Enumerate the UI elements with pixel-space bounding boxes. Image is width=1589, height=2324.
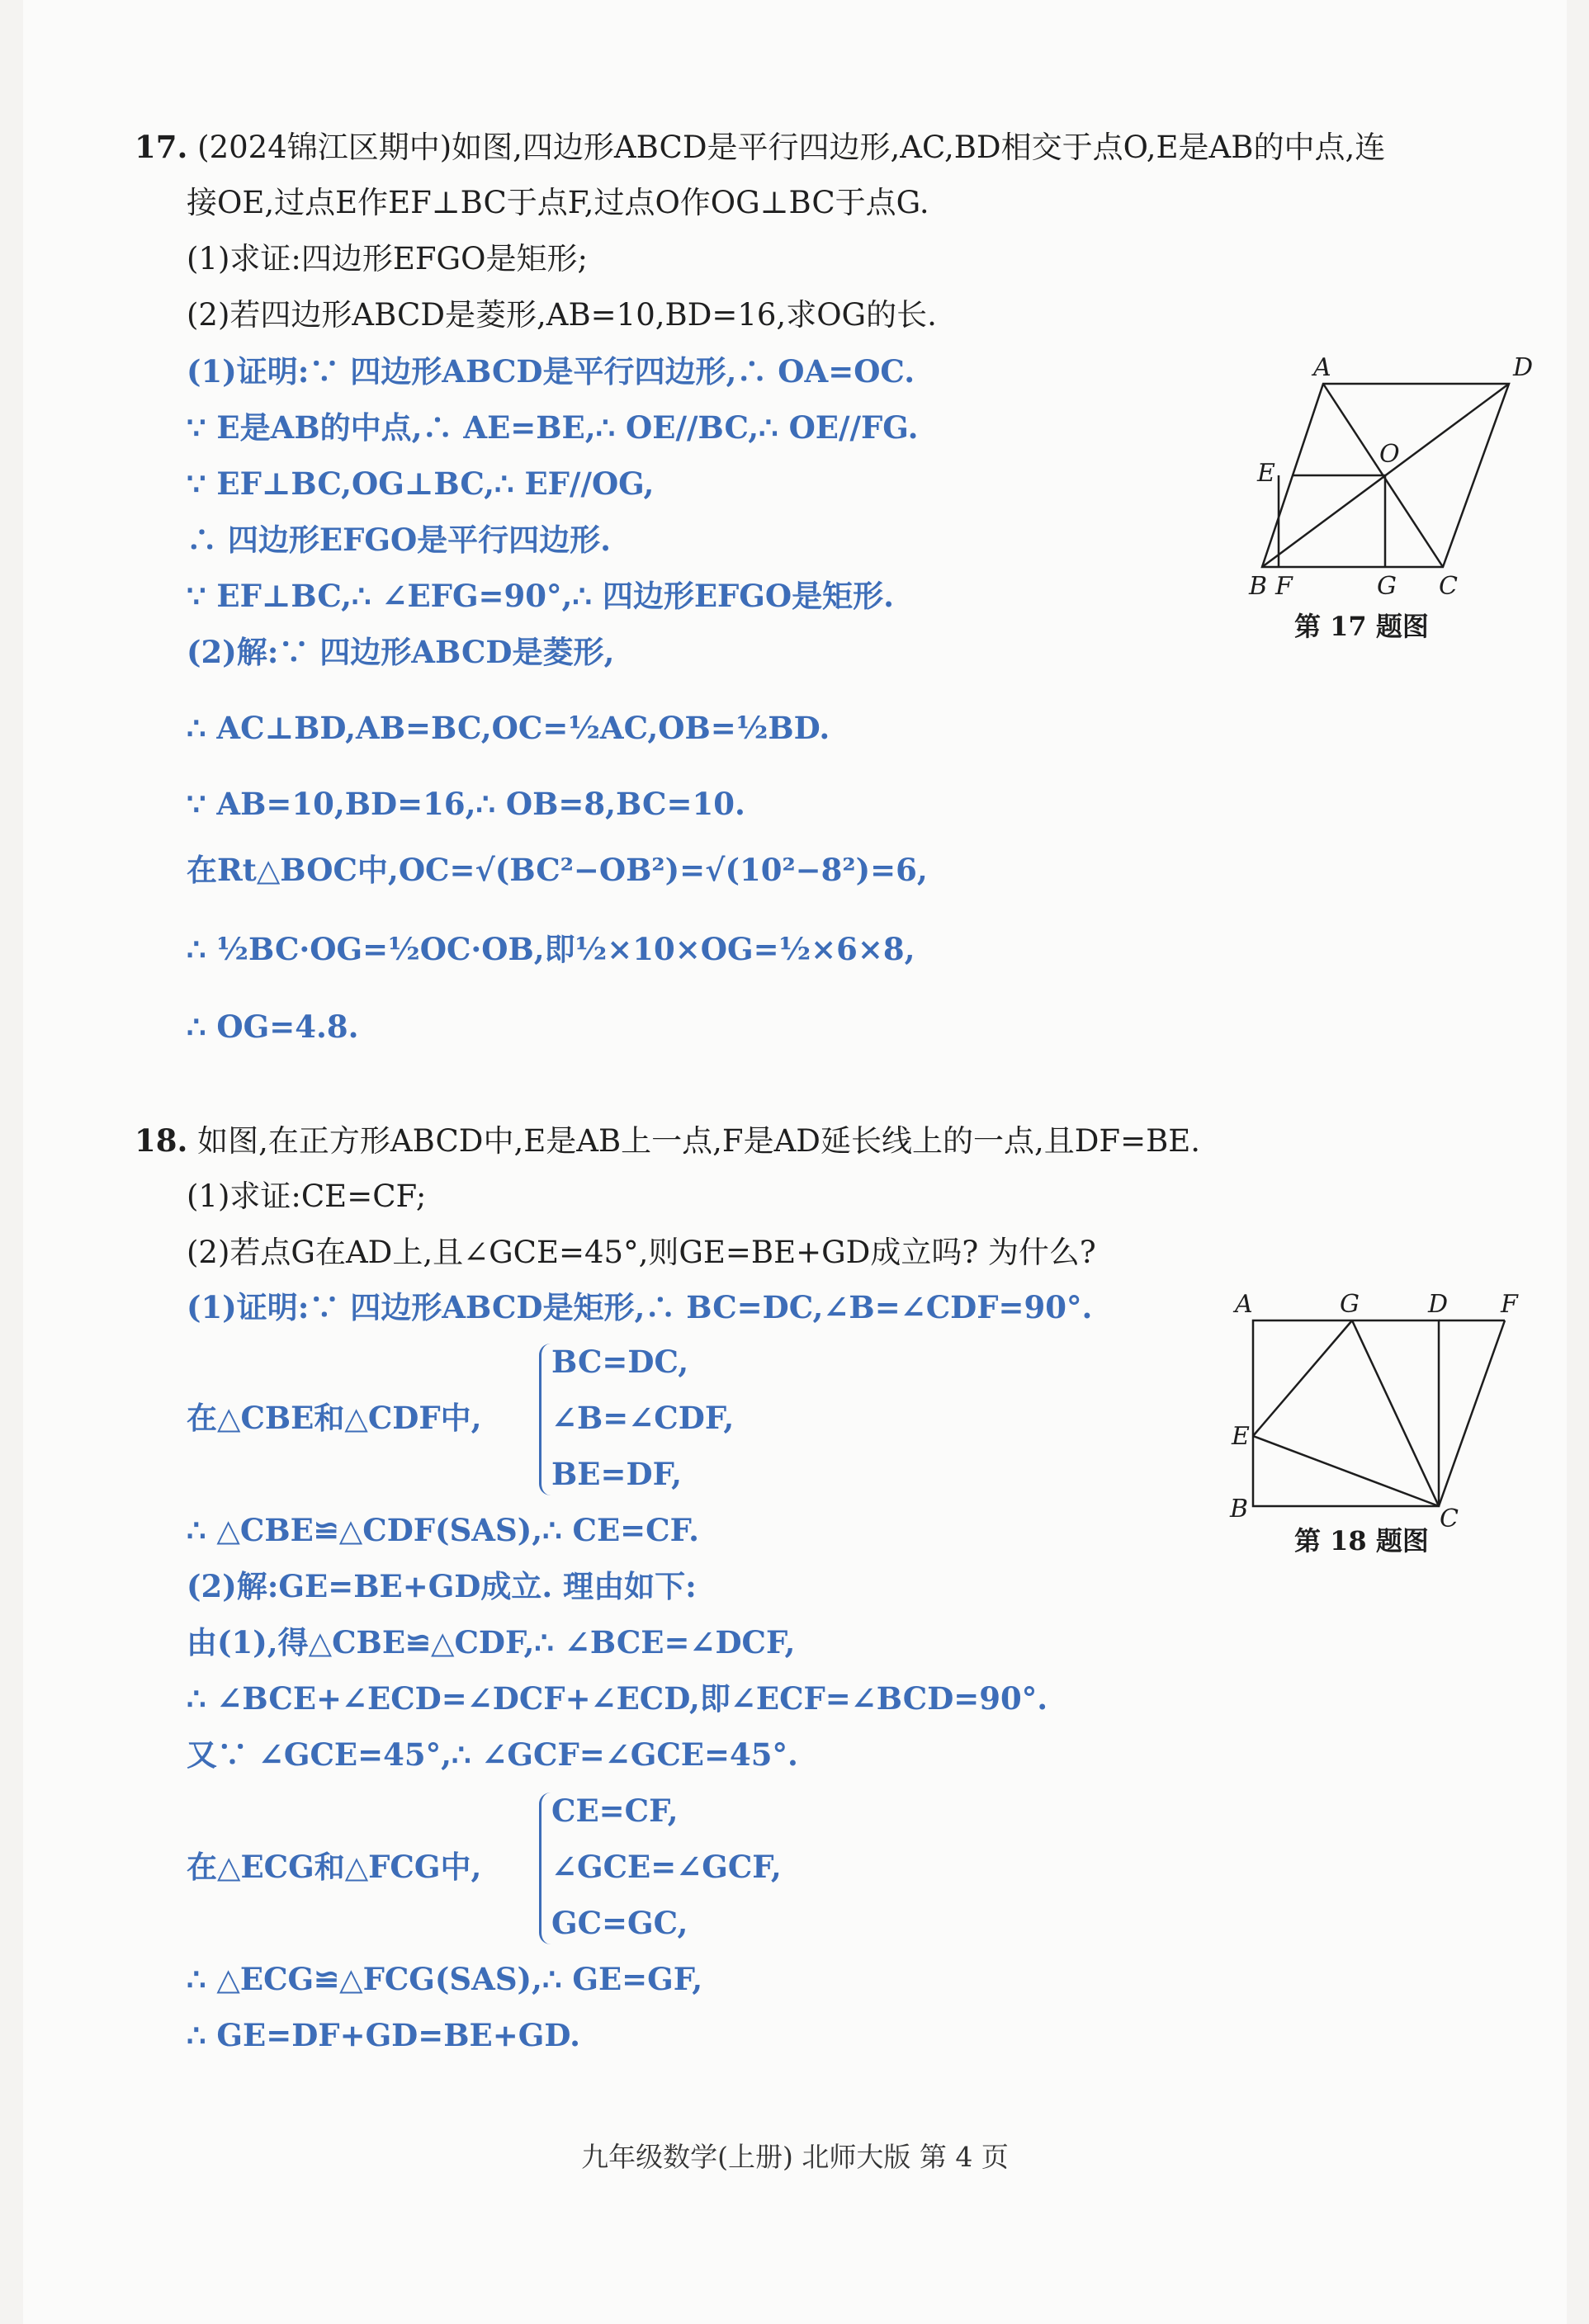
worksheet-page <box>23 0 1567 2324</box>
q18-sys1-eq1: BC=DC, <box>551 1344 689 1380</box>
q17-line-1 <box>135 129 1385 166</box>
q18-answer-15: ∴ △ECG≌△FCG(SAS),∴ GE=GF, <box>187 1961 703 1997</box>
label-c: C <box>1439 572 1458 601</box>
q18-line-1 <box>135 1122 1200 1160</box>
figure-18-diagram <box>1220 1287 1542 1535</box>
q17-answer-8: ∵ AB=10,BD=16,∴ OB=8,BC=10. <box>187 786 745 822</box>
q18-answer-1: (1)证明:∵ 四边形ABCD是矩形,∴ BC=DC,∠B=∠CDF=90°. <box>187 1289 1093 1325</box>
q18-sys1-eq3: BE=DF, <box>551 1456 682 1492</box>
label-d: D <box>1513 353 1534 382</box>
q18-line-2: (1)求证:CE=CF; <box>187 1179 427 1214</box>
q17-answer-3: ∵ EF⊥BC,OG⊥BC,∴ EF//OG, <box>187 465 655 502</box>
q17-answer-7: ∴ AC⊥BD,AB=BC,OC=½AC,OB=½BD. <box>187 710 830 746</box>
q18-answer-6: ∴ △CBE≌△CDF(SAS),∴ CE=CF. <box>187 1512 700 1548</box>
label-b: B <box>1249 572 1268 601</box>
q17-answer-1: (1)证明:∵ 四边形ABCD是平行四边形,∴ OA=OC. <box>187 353 915 390</box>
q18-number: 18. <box>135 1122 188 1159</box>
q18-answer-9: ∴ ∠BCE+∠ECD=∠DCF+∠ECD,即∠ECF=∠BCD=90°. <box>187 1680 1048 1717</box>
q17-answer-11: ∴ OG=4.8. <box>187 1008 359 1045</box>
figure-17-diagram <box>1232 351 1546 615</box>
figure-17-caption: 第 17 题图 <box>1294 611 1429 642</box>
q18-line-3: (2)若点G在AD上,且∠GCE=45°,则GE=BE+GD成立吗? 为什么? <box>187 1235 1096 1270</box>
label-e: E <box>1232 1422 1250 1451</box>
q17-line-2: 接OE,过点E作EF⊥BC于点F,过点O作OG⊥BC于点G. <box>187 185 929 220</box>
q17-answer-4: ∴ 四边形EFGO是平行四边形. <box>187 522 612 558</box>
segment-fc <box>1439 1320 1505 1506</box>
q18-text-1: 如图,在正方形ABCD中,E是AB上一点,F是AD延长线上的一点,且DF=BE. <box>197 1123 1201 1159</box>
q18-answer-2: 在△CBE和△CDF中, <box>187 1400 482 1436</box>
label-b: B <box>1230 1495 1249 1523</box>
label-a: A <box>1313 353 1331 382</box>
figure-18 <box>1220 1287 1542 1535</box>
figure-18-caption: 第 18 题图 <box>1294 1525 1429 1556</box>
label-a: A <box>1235 1290 1253 1319</box>
q18-sys2-eq3: GC=GC, <box>551 1905 688 1941</box>
q18-answer-11: 在△ECG和△FCG中, <box>187 1849 482 1885</box>
q18-sys1-eq2: ∠B=∠CDF, <box>551 1400 735 1436</box>
q17-answer-10: ∴ ½BC·OG=½OC·OB,即½×10×OG=½×6×8, <box>187 931 915 967</box>
figure-17 <box>1232 351 1546 615</box>
q18-sys2-eq1: CE=CF, <box>551 1793 679 1829</box>
square-abcd <box>1253 1320 1439 1506</box>
q17-text-1: (2024锦江区期中)如图,四边形ABCD是平行四边形,AC,BD相交于点O,E是AB的中点,连 <box>197 130 1386 165</box>
q17-answer-6: (2)解:∵ 四边形ABCD是菱形, <box>187 634 615 670</box>
label-o: O <box>1379 440 1400 469</box>
q17-line-3: (1)求证:四边形EFGO是矩形; <box>187 241 588 276</box>
segment-ge <box>1253 1320 1352 1436</box>
label-f: F <box>1275 572 1293 601</box>
q17-answer-2: ∵ E是AB的中点,∴ AE=BE,∴ OE//BC,∴ OE//FG. <box>187 409 919 446</box>
label-g: G <box>1340 1290 1360 1319</box>
q18-answer-16: ∴ GE=DF+GD=BE+GD. <box>187 2017 580 2053</box>
q17-answer-9: 在Rt△BOC中,OC=√(BC²−OB²)=√(10²−8²)=6, <box>187 852 928 888</box>
q18-answer-7: (2)解:GE=BE+GD成立. 理由如下: <box>187 1568 697 1604</box>
label-g: G <box>1377 572 1397 601</box>
q18-sys2-eq2: ∠GCE=∠GCF, <box>551 1849 782 1885</box>
label-f: F <box>1501 1290 1518 1319</box>
page-footer: 九年级数学(上册) 北师大版 第 4 页 <box>581 2141 1009 2173</box>
q18-answer-10: 又∵ ∠GCE=45°,∴ ∠GCF=∠GCE=45°. <box>187 1736 798 1773</box>
q18-answer-8: 由(1),得△CBE≌△CDF,∴ ∠BCE=∠DCF, <box>187 1624 796 1660</box>
label-d: D <box>1428 1290 1449 1319</box>
q17-number: 17. <box>135 129 188 165</box>
q17-line-4: (2)若四边形ABCD是菱形,AB=10,BD=16,求OG的长. <box>187 297 937 333</box>
q17-answer-5: ∵ EF⊥BC,∴ ∠EFG=90°,∴ 四边形EFGO是矩形. <box>187 578 895 614</box>
label-e: E <box>1257 459 1275 488</box>
label-c: C <box>1440 1504 1459 1533</box>
